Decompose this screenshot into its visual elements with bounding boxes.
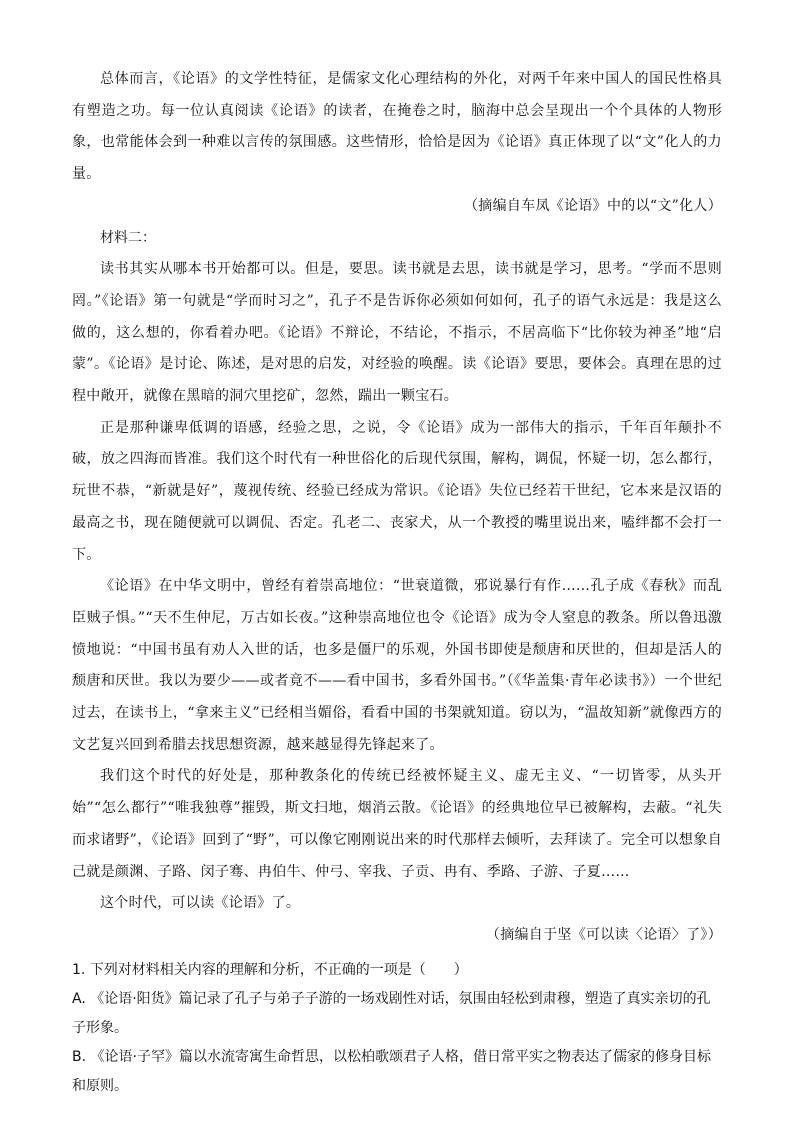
question-stem: 1. 下列对材料相关内容的理解和分析，不正确的一项是（ ） — [72, 961, 468, 978]
material2-paragraph-1: 读书其实从哪本书开始都可以。但是，要思。读书就是去思，读书就是学习，思考。“学而不思则罔。”《论语》第一句就是“学而时习之”，孔子不是告诉你必须如何如何，孔子的语气永远是：我是这么做的，这么想的，你看着办吧。《论语》不辩论，不结论，不指示，不居高临下“比你较为神圣”地“启蒙”。《论语》是讨论、陈述，是对思的启发，对经验的唤醒。读《论语》要思，要体会。真理在思的过程中敞开，就像在黑暗的洞穴里挖矿，忽然，踹出一颗宝石。 — [72, 261, 722, 405]
material2-source: （摘编自于坚《可以读〈论语〉了》） — [485, 926, 722, 943]
option-a: A. 《论语·阳货》篇记录了孔子与弟子子游的一场戏剧性对话，氛围由轻松到肃穆，塑造了真实亲切的孔子形象。 — [72, 990, 711, 1036]
option-b: B. 《论语·子罕》篇以水流寄寓生命哲思，以松柏歌颂君子人格，借日常平实之物表达了儒家的修身目标和原则。 — [72, 1048, 711, 1094]
material1-closing-paragraph: 总体而言，《论语》的文学性特征，是儒家文化心理结构的外化，对两千年来中国人的国民性格具有塑造之功。每一位认真阅读《论语》的读者，在掩卷之时，脑海中总会呈现出一个个具体的人物形象，也常能体会到一种难以言传的氛围感。这些情形，恰恰是因为《论语》真正体现了以“文”化人的力量。 — [72, 71, 722, 183]
material2-paragraph-4: 我们这个时代的好处是，那种教条化的传统已经被怀疑主义、虚无主义、“一切皆零，从头开始”“怎么都行”“唯我独尊”摧毁，斯文扫地，烟消云散。《论语》的经典地位早已被解构，去蔽。“礼失而求诸野”，《论语》回到了“野”，可以像它刚刚说出来的时代那样去倾听，去拜读了。完全可以想象自己就是颜渊、子路、闵子骞、冉伯牛、仲弓、宰我、子贡、冉有、季路、子游、子夏…… — [72, 768, 722, 880]
material1-source: （摘编自车凤《论语》中的以“文”化人） — [463, 197, 722, 214]
material2-paragraph-2: 正是那种谦卑低调的语感，经验之思，之说，令《论语》成为一部伟大的指示，千年百年颠扑不破，放之四海而皆准。我们这个时代有一种世俗化的后现代氛围，解构，调侃，怀疑一切，怎么都行，玩世不恭，“新就是好”，蔑视传统、经验已经成为常识。《论语》失位已经若干世纪，它本来是汉语的最高之书，现在随便就可以调侃、否定。孔老二、丧家犬，从一个教授的嘴里说出来，嗑绊都不会打一下。 — [72, 419, 722, 563]
material2-paragraph-5: 这个时代，可以读《论语》了。 — [100, 895, 301, 912]
material2-paragraph-3: 《论语》在中华文明中，曾经有着崇高地位：“世衰道微，邪说暴行有作……孔子成《春秋》而乱臣贼子惧。”“天不生仲尼，万古如长夜。”这种崇高地位也令《论语》成为令人窒息的教条。所以鲁迅激愤地说：“中国书虽有劝人入世的话，也多是僵尸的乐观，外国书即使是颓唐和厌世的，但却是活人的颓唐和厌世。我以为要少——或者竟不——看中国书，多看外国书。”（《华盖集·青年必读书》）一个世纪过去，在读书上，“拿来主义”已经相当媚俗，看看中国的书架就知道。窃以为，“温故知新”就像西方的文艺复兴回到希腊去找思想资源，越来越显得先锋起来了。 — [72, 578, 722, 753]
material2-label: 材料二： — [100, 229, 156, 246]
